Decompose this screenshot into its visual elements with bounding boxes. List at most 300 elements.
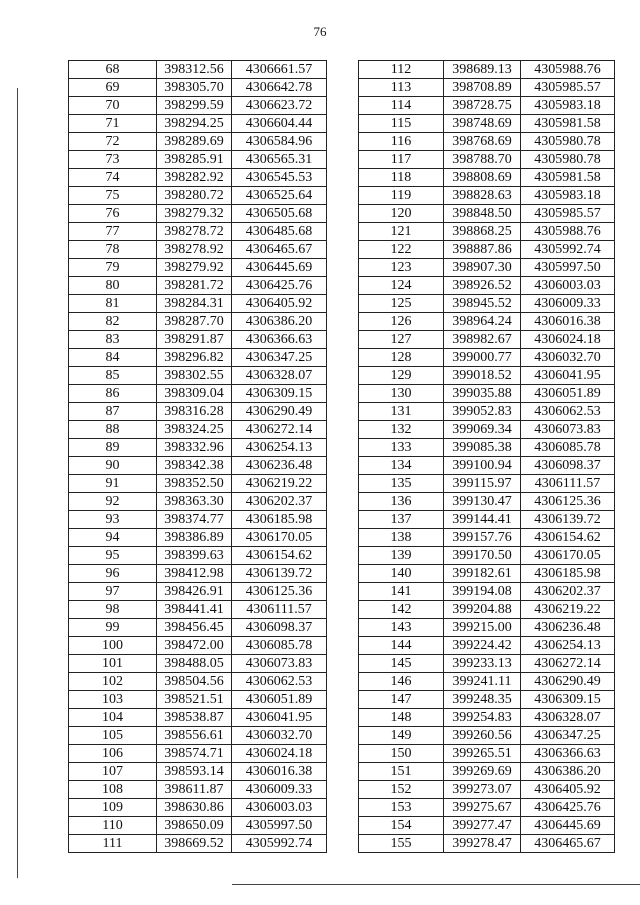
table-row	[69, 727, 327, 745]
y-coordinate-cell: 4306309.15	[232, 385, 327, 403]
x-coordinate-cell: 398309.04	[157, 385, 232, 403]
y-coordinate-cell: 4306041.95	[232, 709, 327, 727]
x-coordinate-cell: 398279.92	[157, 259, 232, 277]
x-coordinate-cell: 398291.87	[157, 331, 232, 349]
x-coordinate-cell: 398282.92	[157, 169, 232, 187]
point-number-cell: 147	[359, 691, 444, 709]
table-row	[69, 403, 327, 421]
y-coordinate-cell: 4305992.74	[232, 835, 327, 853]
point-number-cell: 98	[69, 601, 157, 619]
table-row	[69, 781, 327, 799]
x-coordinate-cell: 398538.87	[157, 709, 232, 727]
y-coordinate-cell: 4306085.78	[232, 637, 327, 655]
y-coordinate-cell: 4306272.14	[232, 421, 327, 439]
x-coordinate-cell: 398669.52	[157, 835, 232, 853]
point-number-cell: 120	[359, 205, 444, 223]
point-number-cell: 89	[69, 439, 157, 457]
point-number-cell: 124	[359, 277, 444, 295]
x-coordinate-cell: 399144.41	[444, 511, 521, 529]
point-number-cell: 133	[359, 439, 444, 457]
x-coordinate-cell: 399115.97	[444, 475, 521, 493]
point-number-cell: 79	[69, 259, 157, 277]
point-number-cell: 129	[359, 367, 444, 385]
point-number-cell: 100	[69, 637, 157, 655]
point-number-cell: 103	[69, 691, 157, 709]
x-coordinate-cell: 399277.47	[444, 817, 521, 835]
x-coordinate-cell: 398284.31	[157, 295, 232, 313]
table-row	[359, 655, 615, 673]
y-coordinate-cell: 4306139.72	[521, 511, 615, 529]
x-coordinate-cell: 399204.88	[444, 601, 521, 619]
y-coordinate-cell: 4305992.74	[521, 241, 615, 259]
y-coordinate-cell: 4305981.58	[521, 169, 615, 187]
point-number-cell: 86	[69, 385, 157, 403]
table-row	[359, 511, 615, 529]
table-row	[359, 817, 615, 835]
x-coordinate-cell: 398808.69	[444, 169, 521, 187]
y-coordinate-cell: 4306386.20	[232, 313, 327, 331]
y-coordinate-cell: 4306445.69	[232, 259, 327, 277]
x-coordinate-cell: 398278.72	[157, 223, 232, 241]
y-coordinate-cell: 4306154.62	[521, 529, 615, 547]
table-row	[359, 583, 615, 601]
point-number-cell: 131	[359, 403, 444, 421]
point-number-cell: 78	[69, 241, 157, 259]
x-coordinate-cell: 398689.13	[444, 61, 521, 79]
y-coordinate-cell: 4306085.78	[521, 439, 615, 457]
point-number-cell: 154	[359, 817, 444, 835]
x-coordinate-cell: 398412.98	[157, 565, 232, 583]
point-number-cell: 117	[359, 151, 444, 169]
table-row	[69, 385, 327, 403]
y-coordinate-cell: 4306465.67	[232, 241, 327, 259]
y-coordinate-cell: 4306062.53	[232, 673, 327, 691]
table-row	[359, 745, 615, 763]
y-coordinate-cell: 4306386.20	[521, 763, 615, 781]
point-number-cell: 83	[69, 331, 157, 349]
x-coordinate-cell: 398504.56	[157, 673, 232, 691]
point-number-cell: 150	[359, 745, 444, 763]
point-number-cell: 116	[359, 133, 444, 151]
x-coordinate-cell: 399069.34	[444, 421, 521, 439]
x-coordinate-cell: 398768.69	[444, 133, 521, 151]
y-coordinate-cell: 4306016.38	[232, 763, 327, 781]
y-coordinate-cell: 4306545.53	[232, 169, 327, 187]
table-row	[69, 583, 327, 601]
x-coordinate-cell: 398324.25	[157, 421, 232, 439]
point-number-cell: 145	[359, 655, 444, 673]
table-row	[69, 547, 327, 565]
point-number-cell: 68	[69, 61, 157, 79]
y-coordinate-cell: 4306405.92	[521, 781, 615, 799]
y-coordinate-cell: 4306219.22	[232, 475, 327, 493]
point-number-cell: 139	[359, 547, 444, 565]
y-coordinate-cell: 4305985.57	[521, 79, 615, 97]
y-coordinate-cell: 4306202.37	[521, 583, 615, 601]
x-coordinate-cell: 398630.86	[157, 799, 232, 817]
point-number-cell: 94	[69, 529, 157, 547]
coordinates-table-right	[358, 60, 615, 853]
coordinates-table-left	[68, 60, 327, 853]
table-row	[69, 277, 327, 295]
y-coordinate-cell: 4306405.92	[232, 295, 327, 313]
point-number-cell: 77	[69, 223, 157, 241]
y-coordinate-cell: 4306465.67	[521, 835, 615, 853]
point-number-cell: 69	[69, 79, 157, 97]
table-row	[359, 79, 615, 97]
y-coordinate-cell: 4306254.13	[232, 439, 327, 457]
x-coordinate-cell: 398278.92	[157, 241, 232, 259]
point-number-cell: 76	[69, 205, 157, 223]
point-number-cell: 127	[359, 331, 444, 349]
table-row	[69, 205, 327, 223]
x-coordinate-cell: 398386.89	[157, 529, 232, 547]
x-coordinate-cell: 399018.52	[444, 367, 521, 385]
table-row	[359, 727, 615, 745]
x-coordinate-cell: 399248.35	[444, 691, 521, 709]
table-row	[359, 169, 615, 187]
point-number-cell: 101	[69, 655, 157, 673]
table-row	[69, 223, 327, 241]
y-coordinate-cell: 4305983.18	[521, 187, 615, 205]
point-number-cell: 108	[69, 781, 157, 799]
x-coordinate-cell: 398926.52	[444, 277, 521, 295]
y-coordinate-cell: 4306347.25	[232, 349, 327, 367]
table-row	[359, 475, 615, 493]
point-number-cell: 121	[359, 223, 444, 241]
point-number-cell: 114	[359, 97, 444, 115]
table-row	[69, 151, 327, 169]
table-row	[359, 637, 615, 655]
x-coordinate-cell: 399100.94	[444, 457, 521, 475]
table-row	[359, 385, 615, 403]
y-coordinate-cell: 4306642.78	[232, 79, 327, 97]
table-row	[69, 637, 327, 655]
x-coordinate-cell: 399278.47	[444, 835, 521, 853]
x-coordinate-cell: 398374.77	[157, 511, 232, 529]
y-coordinate-cell: 4306309.15	[521, 691, 615, 709]
point-number-cell: 70	[69, 97, 157, 115]
x-coordinate-cell: 398342.38	[157, 457, 232, 475]
x-coordinate-cell: 398848.50	[444, 205, 521, 223]
x-coordinate-cell: 399269.69	[444, 763, 521, 781]
x-coordinate-cell: 399254.83	[444, 709, 521, 727]
table-row	[359, 493, 615, 511]
y-coordinate-cell: 4306185.98	[232, 511, 327, 529]
table-row	[359, 439, 615, 457]
table-row	[359, 97, 615, 115]
x-coordinate-cell: 398296.82	[157, 349, 232, 367]
table-row	[69, 169, 327, 187]
point-number-cell: 149	[359, 727, 444, 745]
y-coordinate-cell: 4306525.64	[232, 187, 327, 205]
x-coordinate-cell: 398426.91	[157, 583, 232, 601]
table-row	[359, 529, 615, 547]
table-row	[359, 781, 615, 799]
y-coordinate-cell: 4306098.37	[521, 457, 615, 475]
table-row	[359, 349, 615, 367]
point-number-cell: 97	[69, 583, 157, 601]
y-coordinate-cell: 4306254.13	[521, 637, 615, 655]
table-row	[359, 835, 615, 853]
table-row	[69, 475, 327, 493]
table-row	[359, 565, 615, 583]
y-coordinate-cell: 4306272.14	[521, 655, 615, 673]
table-row	[359, 763, 615, 781]
y-coordinate-cell: 4305988.76	[521, 223, 615, 241]
bottom-rule	[232, 884, 640, 885]
point-number-cell: 143	[359, 619, 444, 637]
y-coordinate-cell: 4306041.95	[521, 367, 615, 385]
x-coordinate-cell: 398287.70	[157, 313, 232, 331]
x-coordinate-cell: 398299.59	[157, 97, 232, 115]
point-number-cell: 91	[69, 475, 157, 493]
y-coordinate-cell: 4306111.57	[521, 475, 615, 493]
y-coordinate-cell: 4306290.49	[521, 673, 615, 691]
table-row	[359, 691, 615, 709]
y-coordinate-cell: 4306366.63	[521, 745, 615, 763]
x-coordinate-cell: 399273.07	[444, 781, 521, 799]
table-row	[69, 529, 327, 547]
table-row	[69, 313, 327, 331]
table-row	[359, 403, 615, 421]
x-coordinate-cell: 398279.32	[157, 205, 232, 223]
point-number-cell: 153	[359, 799, 444, 817]
table-row	[69, 835, 327, 853]
table-row	[69, 97, 327, 115]
point-number-cell: 115	[359, 115, 444, 133]
point-number-cell: 135	[359, 475, 444, 493]
point-number-cell: 155	[359, 835, 444, 853]
x-coordinate-cell: 398728.75	[444, 97, 521, 115]
point-number-cell: 144	[359, 637, 444, 655]
table-row	[69, 493, 327, 511]
y-coordinate-cell: 4306111.57	[232, 601, 327, 619]
x-coordinate-cell: 399260.56	[444, 727, 521, 745]
y-coordinate-cell: 4306003.03	[232, 799, 327, 817]
table-row	[69, 367, 327, 385]
y-coordinate-cell: 4306584.96	[232, 133, 327, 151]
y-coordinate-cell: 4306016.38	[521, 313, 615, 331]
table-row	[69, 817, 327, 835]
point-number-cell: 95	[69, 547, 157, 565]
x-coordinate-cell: 398964.24	[444, 313, 521, 331]
point-number-cell: 125	[359, 295, 444, 313]
x-coordinate-cell: 398472.00	[157, 637, 232, 655]
y-coordinate-cell: 4306623.72	[232, 97, 327, 115]
point-number-cell: 90	[69, 457, 157, 475]
table-row	[69, 691, 327, 709]
x-coordinate-cell: 398281.72	[157, 277, 232, 295]
x-coordinate-cell: 399233.13	[444, 655, 521, 673]
point-number-cell: 119	[359, 187, 444, 205]
table-row	[69, 61, 327, 79]
y-coordinate-cell: 4305981.58	[521, 115, 615, 133]
table-row	[69, 619, 327, 637]
table-row	[69, 601, 327, 619]
y-coordinate-cell: 4306290.49	[232, 403, 327, 421]
y-coordinate-cell: 4306073.83	[232, 655, 327, 673]
y-coordinate-cell: 4306170.05	[521, 547, 615, 565]
point-number-cell: 112	[359, 61, 444, 79]
y-coordinate-cell: 4305997.50	[232, 817, 327, 835]
x-coordinate-cell: 398305.70	[157, 79, 232, 97]
table-row	[69, 763, 327, 781]
table-row	[69, 259, 327, 277]
y-coordinate-cell: 4306347.25	[521, 727, 615, 745]
point-number-cell: 92	[69, 493, 157, 511]
x-coordinate-cell: 399052.83	[444, 403, 521, 421]
y-coordinate-cell: 4306024.18	[521, 331, 615, 349]
table-row	[359, 367, 615, 385]
x-coordinate-cell: 398650.09	[157, 817, 232, 835]
x-coordinate-cell: 398399.63	[157, 547, 232, 565]
table-row	[69, 349, 327, 367]
y-coordinate-cell: 4306170.05	[232, 529, 327, 547]
page-number: 76	[313, 24, 327, 39]
x-coordinate-cell: 399265.51	[444, 745, 521, 763]
y-coordinate-cell: 4305997.50	[521, 259, 615, 277]
table-row	[69, 187, 327, 205]
y-coordinate-cell: 4306003.03	[521, 277, 615, 295]
table-row	[69, 241, 327, 259]
y-coordinate-cell: 4306425.76	[521, 799, 615, 817]
x-coordinate-cell: 399241.11	[444, 673, 521, 691]
point-number-cell: 152	[359, 781, 444, 799]
table-row	[359, 133, 615, 151]
point-number-cell: 123	[359, 259, 444, 277]
table-row	[69, 133, 327, 151]
x-coordinate-cell: 398887.86	[444, 241, 521, 259]
table-row	[69, 79, 327, 97]
table-row	[359, 223, 615, 241]
x-coordinate-cell: 398945.52	[444, 295, 521, 313]
y-coordinate-cell: 4306202.37	[232, 493, 327, 511]
table-row	[359, 259, 615, 277]
y-coordinate-cell: 4306139.72	[232, 565, 327, 583]
point-number-cell: 105	[69, 727, 157, 745]
y-coordinate-cell: 4305985.57	[521, 205, 615, 223]
table-row	[359, 601, 615, 619]
point-number-cell: 111	[69, 835, 157, 853]
point-number-cell: 140	[359, 565, 444, 583]
y-coordinate-cell: 4306328.07	[521, 709, 615, 727]
table-row	[69, 799, 327, 817]
point-number-cell: 104	[69, 709, 157, 727]
x-coordinate-cell: 399157.76	[444, 529, 521, 547]
y-coordinate-cell: 4305983.18	[521, 97, 615, 115]
x-coordinate-cell: 398868.25	[444, 223, 521, 241]
table-row	[69, 511, 327, 529]
x-coordinate-cell: 399000.77	[444, 349, 521, 367]
y-coordinate-cell: 4306505.68	[232, 205, 327, 223]
table-row	[69, 655, 327, 673]
x-coordinate-cell: 398488.05	[157, 655, 232, 673]
y-coordinate-cell: 4305980.78	[521, 151, 615, 169]
y-coordinate-cell: 4306445.69	[521, 817, 615, 835]
x-coordinate-cell: 399182.61	[444, 565, 521, 583]
x-coordinate-cell: 398289.69	[157, 133, 232, 151]
x-coordinate-cell: 398593.14	[157, 763, 232, 781]
x-coordinate-cell: 398312.56	[157, 61, 232, 79]
x-coordinate-cell: 398280.72	[157, 187, 232, 205]
x-coordinate-cell: 398285.91	[157, 151, 232, 169]
table-row	[359, 547, 615, 565]
table-row	[359, 799, 615, 817]
table-row	[359, 115, 615, 133]
point-number-cell: 128	[359, 349, 444, 367]
y-coordinate-cell: 4306236.48	[521, 619, 615, 637]
point-number-cell: 148	[359, 709, 444, 727]
point-number-cell: 151	[359, 763, 444, 781]
table-row	[69, 421, 327, 439]
x-coordinate-cell: 399194.08	[444, 583, 521, 601]
point-number-cell: 132	[359, 421, 444, 439]
point-number-cell: 74	[69, 169, 157, 187]
y-coordinate-cell: 4306604.44	[232, 115, 327, 133]
table-row	[359, 61, 615, 79]
point-number-cell: 126	[359, 313, 444, 331]
y-coordinate-cell: 4306366.63	[232, 331, 327, 349]
table-row	[359, 619, 615, 637]
point-number-cell: 107	[69, 763, 157, 781]
point-number-cell: 106	[69, 745, 157, 763]
y-coordinate-cell: 4306425.76	[232, 277, 327, 295]
point-number-cell: 122	[359, 241, 444, 259]
y-coordinate-cell: 4306024.18	[232, 745, 327, 763]
table-row	[359, 277, 615, 295]
x-coordinate-cell: 398352.50	[157, 475, 232, 493]
point-number-cell: 99	[69, 619, 157, 637]
table-row	[69, 295, 327, 313]
point-number-cell: 141	[359, 583, 444, 601]
table-row	[359, 151, 615, 169]
x-coordinate-cell: 398611.87	[157, 781, 232, 799]
point-number-cell: 136	[359, 493, 444, 511]
point-number-cell: 81	[69, 295, 157, 313]
y-coordinate-cell: 4306565.31	[232, 151, 327, 169]
y-coordinate-cell: 4306062.53	[521, 403, 615, 421]
table-row	[69, 745, 327, 763]
x-coordinate-cell: 398332.96	[157, 439, 232, 457]
x-coordinate-cell: 398316.28	[157, 403, 232, 421]
point-number-cell: 102	[69, 673, 157, 691]
left-margin-rule	[17, 88, 18, 878]
x-coordinate-cell: 398748.69	[444, 115, 521, 133]
y-coordinate-cell: 4306032.70	[521, 349, 615, 367]
point-number-cell: 73	[69, 151, 157, 169]
point-number-cell: 130	[359, 385, 444, 403]
table-row	[359, 421, 615, 439]
point-number-cell: 109	[69, 799, 157, 817]
x-coordinate-cell: 399130.47	[444, 493, 521, 511]
point-number-cell: 134	[359, 457, 444, 475]
table-row	[69, 565, 327, 583]
table-row	[359, 313, 615, 331]
point-number-cell: 146	[359, 673, 444, 691]
point-number-cell: 80	[69, 277, 157, 295]
x-coordinate-cell: 398302.55	[157, 367, 232, 385]
x-coordinate-cell: 398788.70	[444, 151, 521, 169]
y-coordinate-cell: 4306219.22	[521, 601, 615, 619]
point-number-cell: 96	[69, 565, 157, 583]
x-coordinate-cell: 398456.45	[157, 619, 232, 637]
table-row	[359, 241, 615, 259]
x-coordinate-cell: 398441.41	[157, 601, 232, 619]
point-number-cell: 137	[359, 511, 444, 529]
y-coordinate-cell: 4306661.57	[232, 61, 327, 79]
x-coordinate-cell: 398294.25	[157, 115, 232, 133]
